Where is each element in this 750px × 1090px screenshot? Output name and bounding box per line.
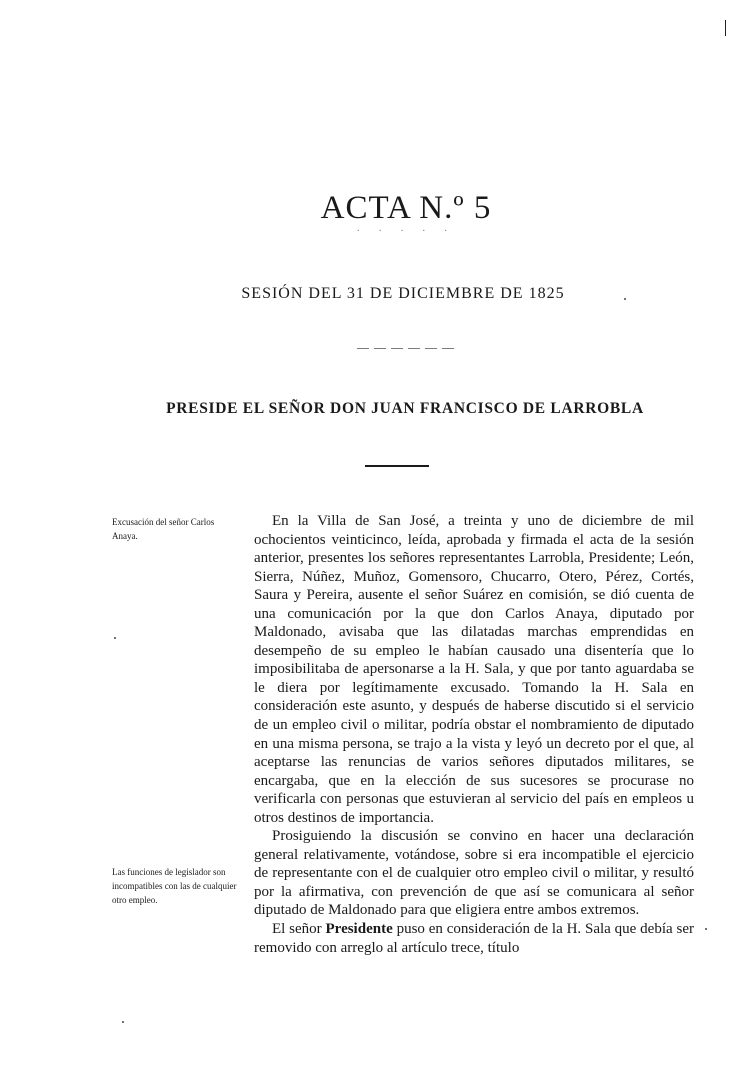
- page-title: ACTA N.º 5: [320, 190, 492, 227]
- scan-speck: [122, 1021, 124, 1023]
- paragraph-rest: puso en consideración de la H. Sala que debía ser removido con arreglo al artículo trece, título: [254, 921, 694, 956]
- presidente-emphasis: Presidente: [325, 921, 393, 938]
- body-text: [254, 512, 694, 957]
- scan-speck: [705, 928, 707, 930]
- dashed-divider: — — — — — —: [357, 340, 455, 354]
- margin-note-incompatibilidad: Las funciones de legislador son incompatibles con las de cualquier otro empleo.: [112, 867, 237, 905]
- margin-note-excusacion: Excusación del señor Carlos Anaya.: [112, 517, 215, 541]
- scan-speck: [114, 637, 116, 639]
- session-heading: SESIÓN DEL 31 DE DICIEMBRE DE 1825: [241, 285, 565, 302]
- scan-speck: [624, 298, 626, 300]
- ornament-divider: · · · · ·: [356, 226, 456, 237]
- paragraph: [254, 920, 694, 957]
- paragraph-lead: El señor: [272, 921, 322, 938]
- section-rule: [365, 465, 429, 467]
- paragraph: Prosiguiendo la discusión se convino en hacer una declaración general relativamente, votándose, sobre si era incompatible el ejercicio de representante con el de cualquier otro empleo civil o militar, y resultó por la afirmativa, con prevención de que así se comunicara al señor diputado de Maldonado para que eligiera entre ambos extremos.: [254, 828, 694, 919]
- scan-mark: [725, 20, 726, 36]
- presider-heading: PRESIDE EL SEÑOR DON JUAN FRANCISCO DE LARROBLA: [166, 400, 644, 417]
- paragraph: En la Villa de San José, a treinta y uno de diciembre de mil ochocientos veinticinco, leída, aprobada y firmada el acta de la sesión anterior, presentes los señores representantes Larrobla, Presidente; León, Sierra, Núñez, Muñoz, Gomensoro, Chucarro, Otero, Pérez, Cortés, Saura y Pereira, ausente el señor Suárez en comisión, se dió cuenta de una comunicación por la que don Carlos Anaya, diputado por Maldonado, avisaba que las dilatadas marchas emprendidas en desempeño de su empleo le habían causado una disentería que lo imposibilitaba de apersonarse a la H. Sala, y que por tanto aguardaba se le diera por legítimamente excusado. Tomando la H. Sala en consideración este asunto, y después de haberse discutido si el servicio de un empleo civil o militar, podría obstar el nombramiento de diputado en una misma persona, se trajo a la vista y leyó un decreto por el que, al aceptarse las renuncias de varios señores diputados militares, se encargaba, que en la elección de sus sucesores se procurase no verificarla con personas que estuvieran al servicio del país en empleos u otros destinos de importancia.: [254, 513, 694, 826]
